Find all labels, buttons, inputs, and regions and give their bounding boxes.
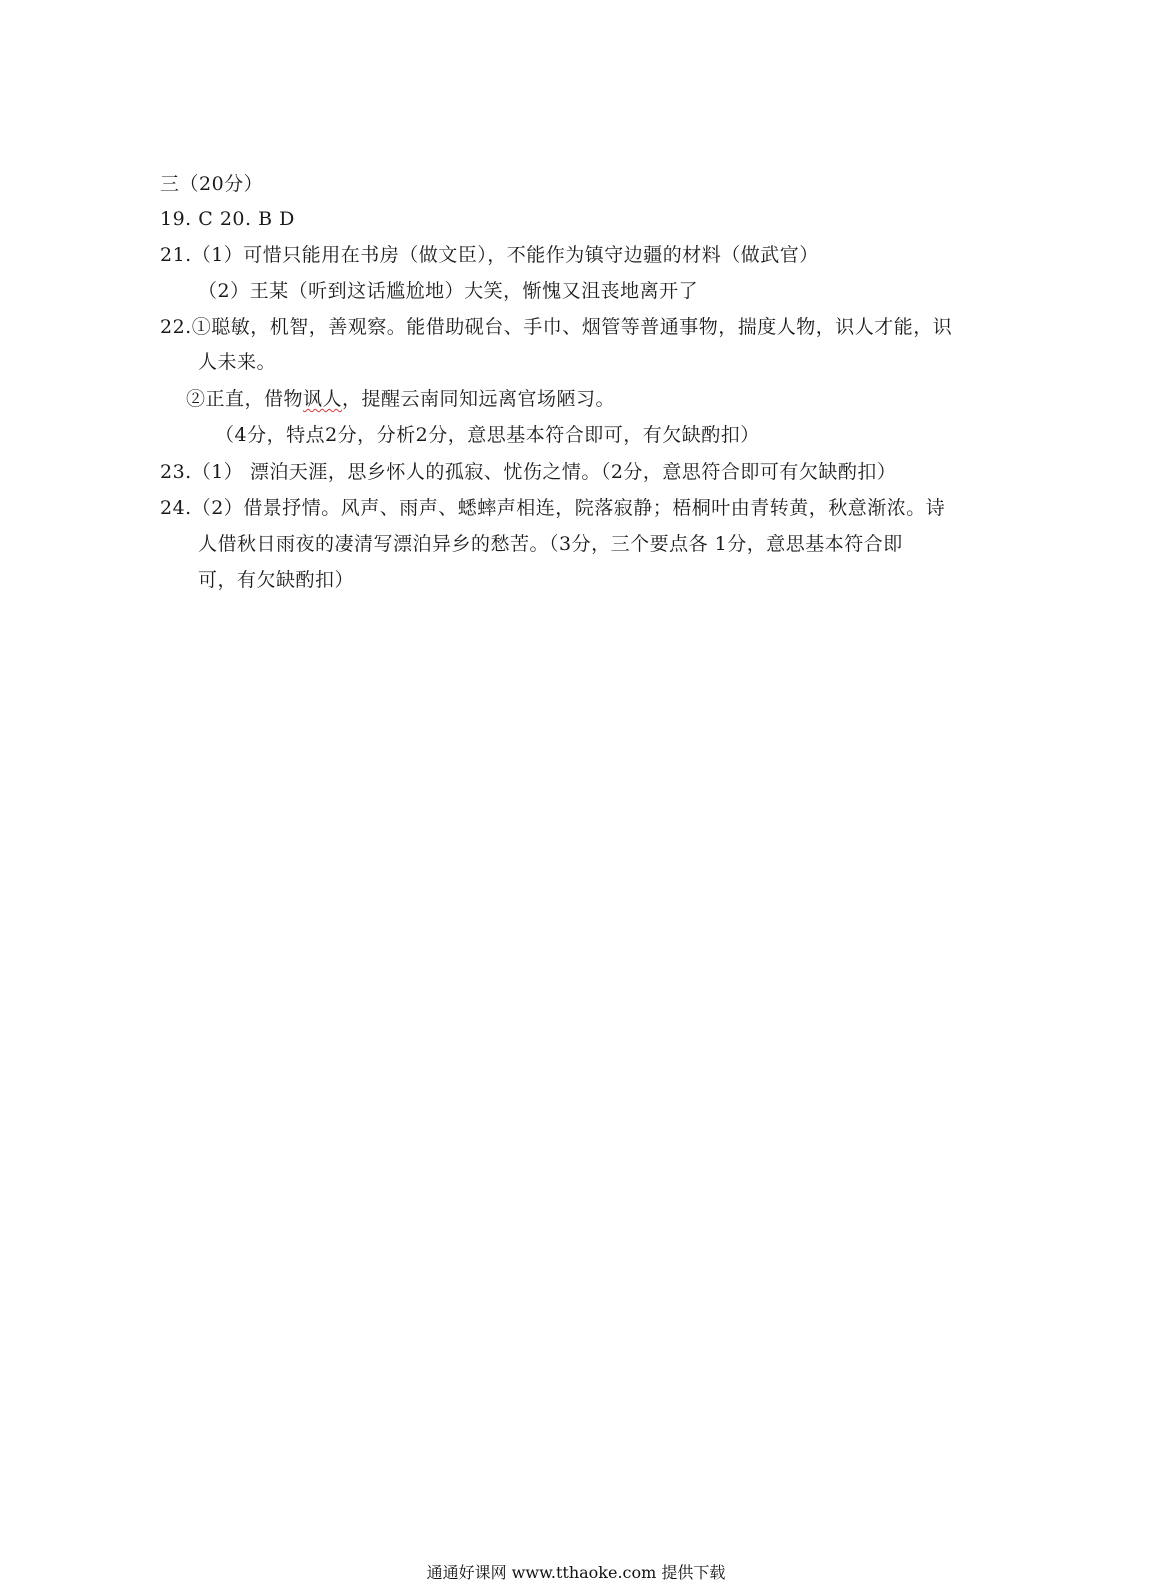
answer-22-point2 (186, 387, 615, 411)
spellcheck-marked-word: 讽人 (303, 388, 343, 410)
page-footer: 通通好课网 www.tthaoke.com 提供下载 (426, 1563, 726, 1582)
answer-24-line2: 人借秋日雨夜的凄清写漂泊异乡的愁苦。（3分，三个要点各 1分，意思基本符合即 (198, 533, 903, 555)
answer-23: 23.（1） 漂泊天涯，思乡怀人的孤寂、忧伤之情。（2分，意思符合即可有欠缺酌扣） (160, 461, 897, 483)
answer-19-20: 19. C 20. B D (160, 208, 295, 230)
answer-22-point2-pre: ②正直，借物 (186, 388, 304, 410)
answer-21-part2: （2）王某（听到这话尴尬地）大笑，惭愧又沮丧地离开了 (198, 280, 699, 302)
section-header: 三（20分） (160, 173, 264, 195)
answer-21-part1: 21.（1）可惜只能用在书房（做文臣），不能作为镇守边疆的材料（做武官） (160, 244, 819, 266)
answer-22-scoring-note: （4分，特点2分，分析2分，意思基本符合即可，有欠缺酌扣） (215, 424, 760, 446)
answer-22-line2: 人未来。 (198, 351, 277, 373)
answer-22-point2-post: ，提醒云南同知远离官场陋习。 (342, 388, 616, 410)
answer-22-line1: 22.①聪敏，机智，善观察。能借助砚台、手巾、烟管等普通事物，揣度人物，识人才能，识 (160, 316, 953, 338)
answer-24-line1: 24.（2）借景抒情。风声、雨声、蟋蟀声相连，院落寂静；梧桐叶由青转黄，秋意渐浓。诗 (160, 497, 946, 519)
answer-24-line3: 可，有欠缺酌扣） (198, 569, 355, 591)
